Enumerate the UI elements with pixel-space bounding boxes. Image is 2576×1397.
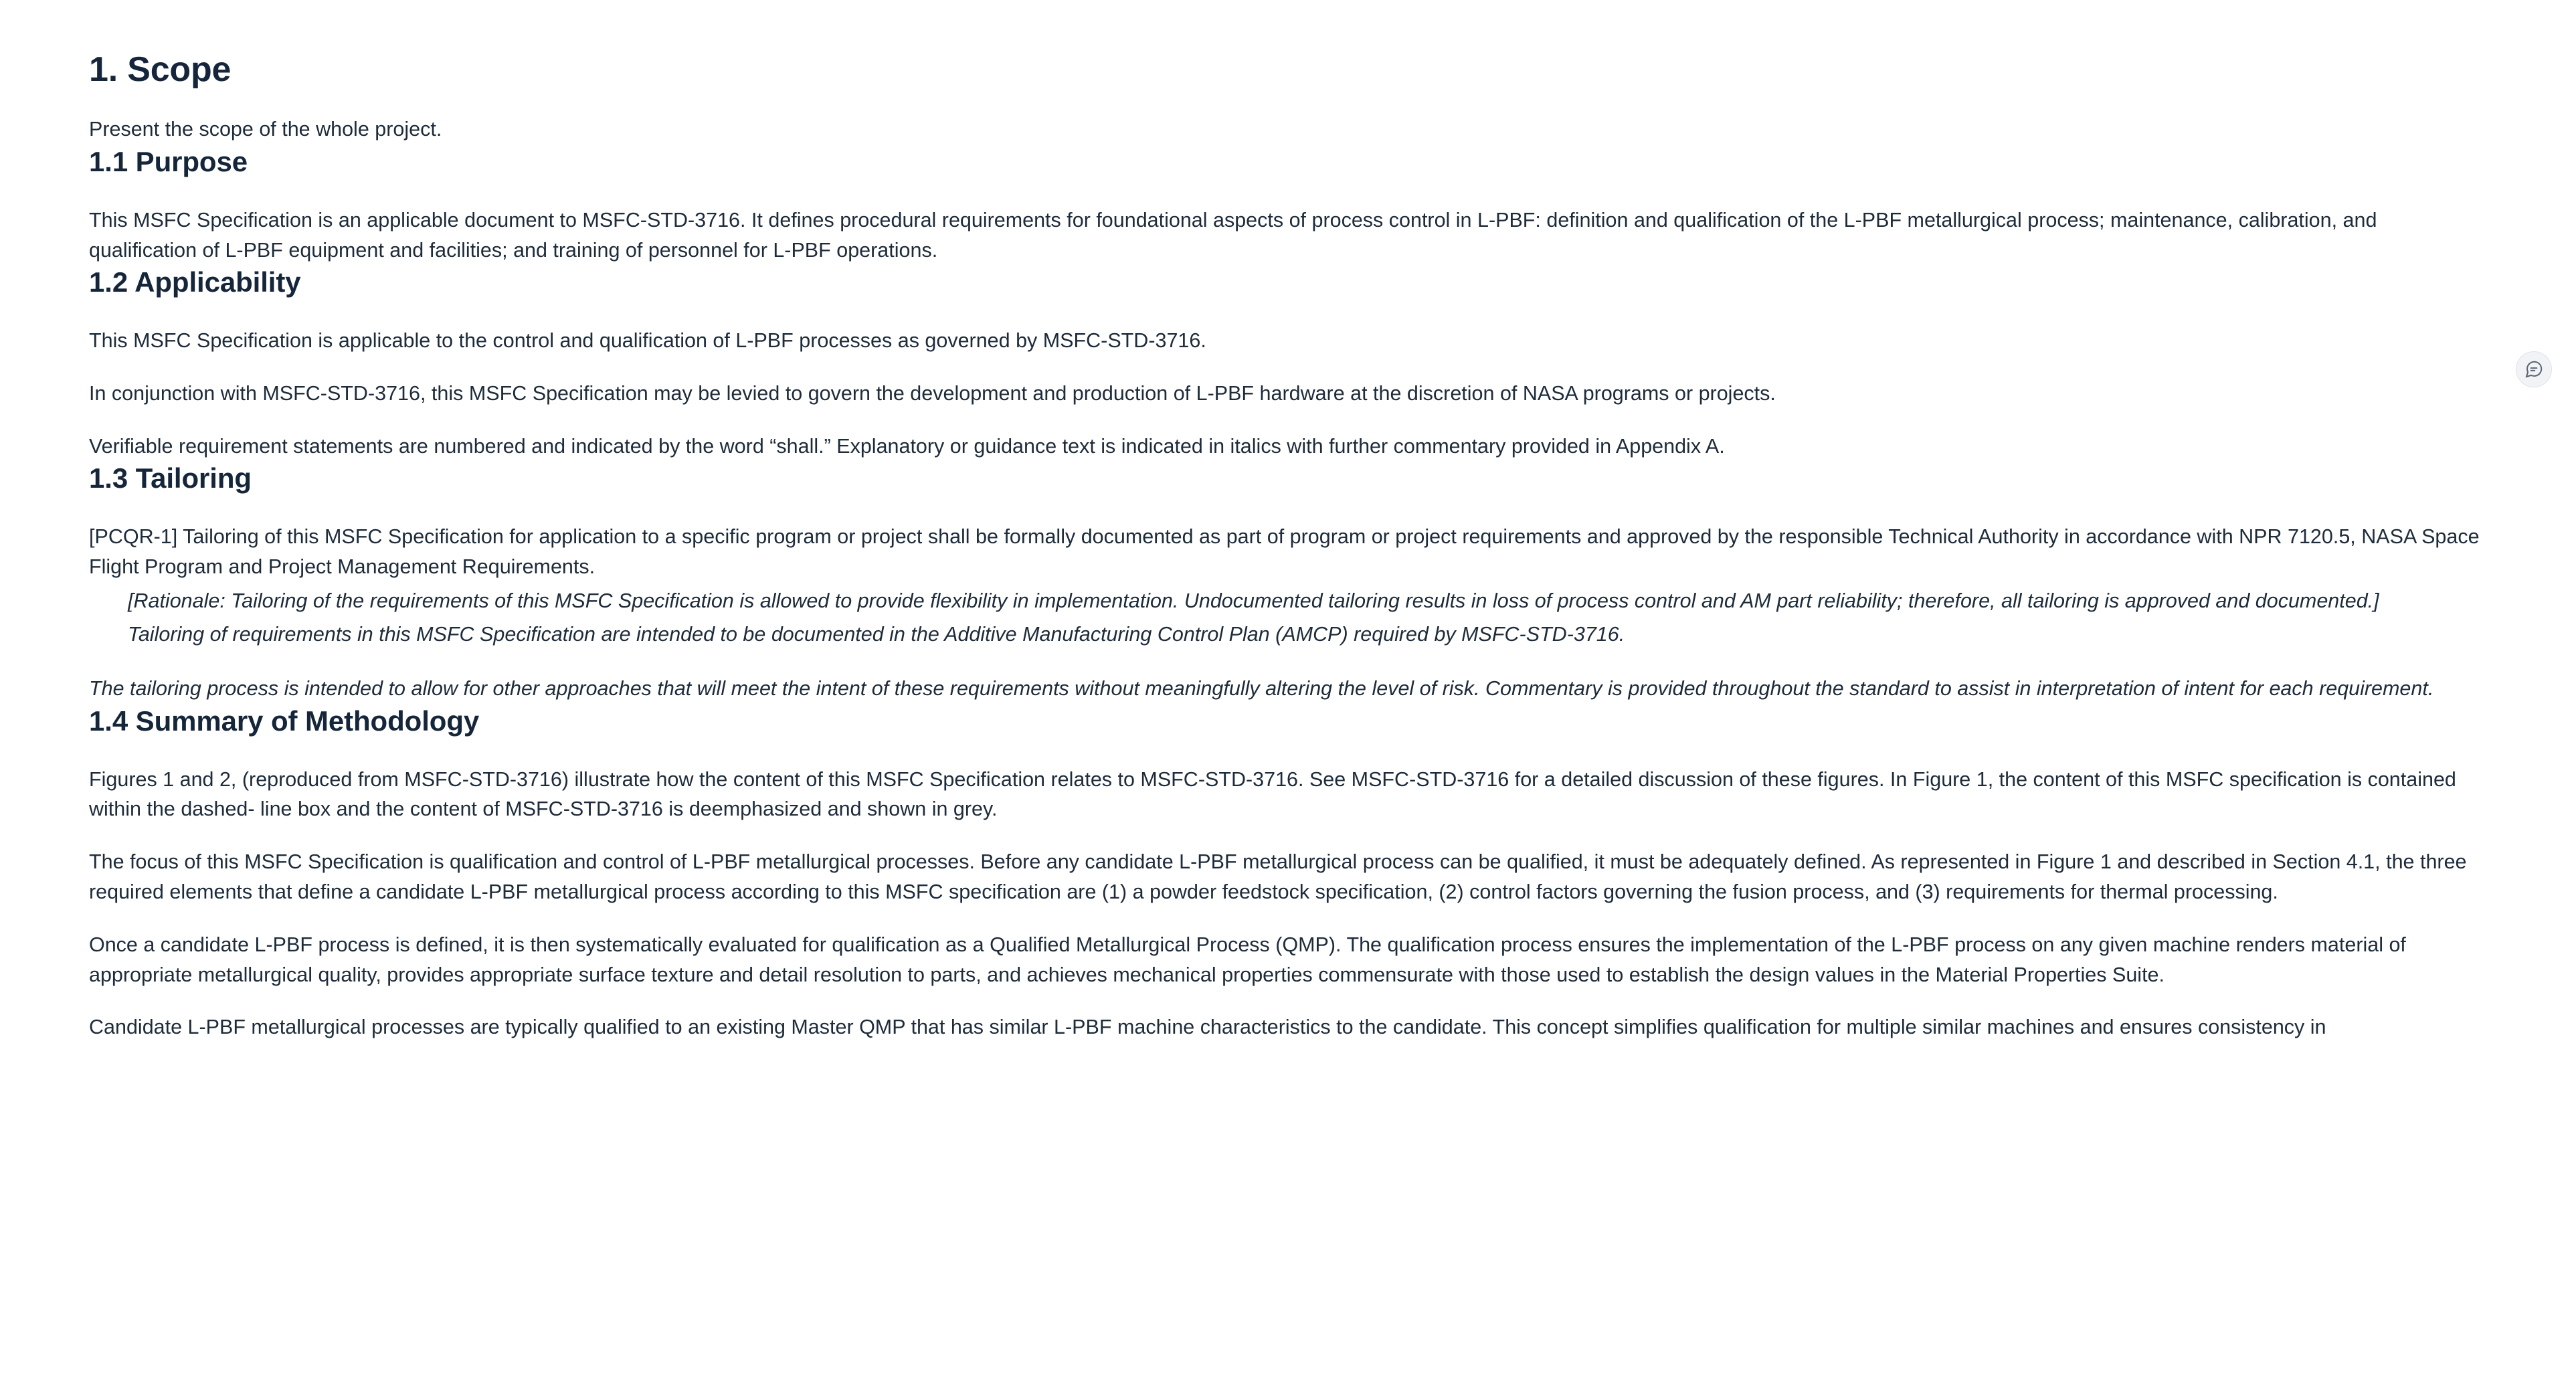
paragraph-methodology-2: The focus of this MSFC Specification is qualification and control of L-PBF metallurgical processes. Before any candidate L-PBF metallurgical process can be qualified, it must be adequately defined. As represented in Figure 1 and described in Section 4.1, the three required elements that define a candidate L-PBF metallurgical process according to this MSFC specification are (1) a powder feedstock specification, (2) control factors governing the fusion process, and (3) requirements for thermal processing. xyxy=(89,850,2467,903)
section-heading-purpose: 1.1 Purpose xyxy=(89,146,248,178)
paragraph-tailoring-requirement: [PCQR-1] Tailoring of this MSFC Specification for application to a specific program or project shall be formally documented as part of program or project requirements and approved by the responsible Technical Authority in accordance with NPR 7120.5, NASA Space Flight Program and Project Management Requirements. xyxy=(89,525,2480,578)
paragraph-methodology-1: Figures 1 and 2, (reproduced from MSFC-STD-3716) illustrate how the content of this MSFC Specification relates to MSFC-STD-3716. See MSFC-STD-3716 for a detailed discussion of these figures. In Figure 1, the content of this MSFC specification is contained within the dashed- line box and the content of MSFC-STD-3716 is deemphasized and shown in grey. xyxy=(89,767,2456,821)
document-body xyxy=(89,49,2488,1042)
section-heading-scope: 1. Scope xyxy=(89,50,232,89)
paragraph-purpose-1: This MSFC Specification is an applicable document to MSFC-STD-3716. It defines procedural requirements for foundational aspects of process control in L-PBF: definition and qualification of the L-PBF metallurgical process; maintenance, calibration, and qualification of L-PBF equipment and facilities; and training of personnel for L-PBF operations. xyxy=(89,208,2377,262)
paragraph-methodology-4: Candidate L-PBF metallurgical processes are typically qualified to an existing Master QMP that has similar L-PBF machine characteristics to the candidate. This concept simplifies qualification for multiple similar machines and ensures consistency in xyxy=(89,1016,2326,1039)
section-heading-applicability: 1.2 Applicability xyxy=(89,266,301,298)
paragraph-applicability-2: In conjunction with MSFC-STD-3716, this MSFC Specification may be levied to govern the development and production of L-PBF hardware at the discretion of NASA programs or projects. xyxy=(89,381,1776,405)
paragraph-tailoring-rationale: [Rationale: Tailoring of the requirements of this MSFC Specification is allowed to provide flexibility in implementation. Undocumented tailoring results in loss of process control and AM part reliability; therefore, all tailoring is approved and documented.] xyxy=(128,589,2379,612)
section-heading-tailoring: 1.3 Tailoring xyxy=(89,462,252,494)
paragraph-applicability-3: Verifiable requirement statements are numbered and indicated by the word “shall.” Explanatory or guidance text is indicated in italics with further commentary provided in Appendix A. xyxy=(89,434,1725,458)
section-heading-summary-of-methodology: 1.4 Summary of Methodology xyxy=(89,705,480,737)
comment-bubble-icon[interactable] xyxy=(2516,351,2552,387)
paragraph-scope-intro: Present the scope of the whole project. xyxy=(89,118,442,141)
paragraph-methodology-3: Once a candidate L-PBF process is defined, it is then systematically evaluated for qualification as a Qualified Metallurgical Process (QMP). The qualification process ensures the implementation of the L-PBF process on any given machine renders material of appropriate metallurgical quality, provides appropriate surface texture and detail resolution to parts, and achieves mechanical properties commensurate with those used to establish the design values in the Material Properties Suite. xyxy=(89,933,2406,986)
paragraph-applicability-1: This MSFC Specification is applicable to the control and qualification of L-PBF processes as governed by MSFC-STD-3716. xyxy=(89,329,1206,352)
paragraph-tailoring-note: Tailoring of requirements in this MSFC Specification are intended to be documented in the Additive Manufacturing Control Plan (AMCP) required by MSFC-STD-3716. xyxy=(128,623,1625,646)
paragraph-tailoring-commentary: The tailoring process is intended to allow for other approaches that will meet the intent of these requirements without meaningfully altering the level of risk. Commentary is provided throughout the standard to assist in interpretation of intent for each requirement. xyxy=(89,677,2434,701)
